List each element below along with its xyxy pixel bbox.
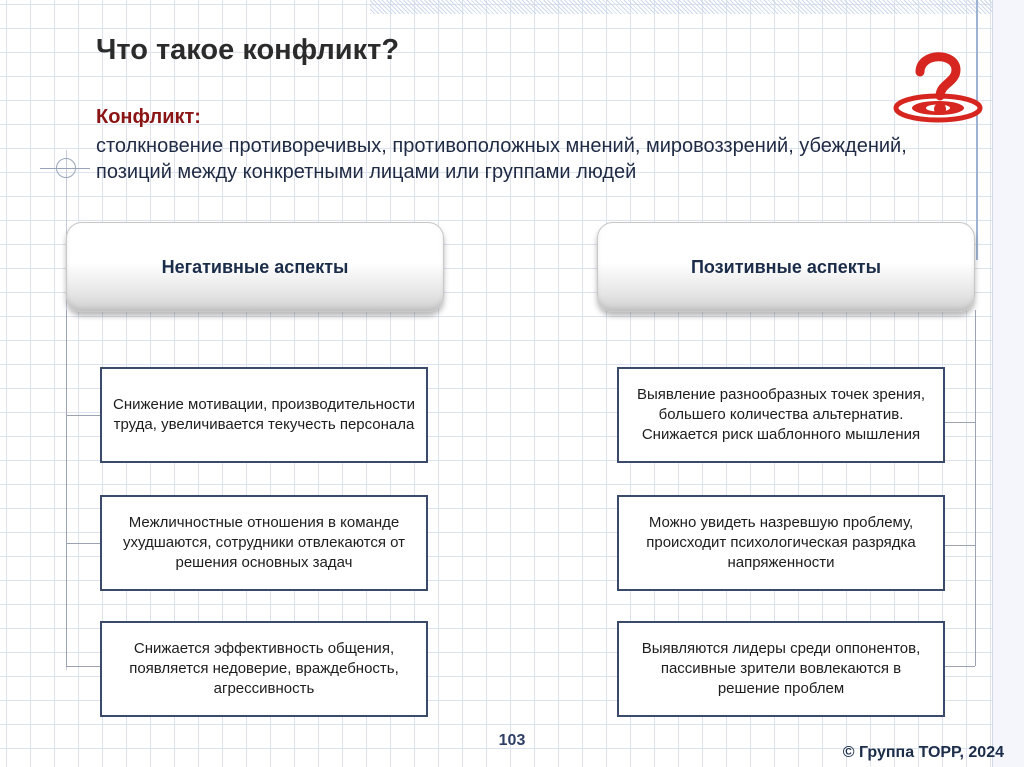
top-decor-hatch (370, 0, 1024, 14)
definition-text: столкновение противоречивых, противоположных мнений, мировоззрений, убеждений, позиций между конкретными лицами или группами людей (96, 135, 907, 183)
right-decor-strip (992, 0, 1024, 767)
positive-aspect-box: Выявляются лидеры среди оппонентов, пассивные зрители вовлекаются в решение проблем (617, 621, 945, 717)
margin-crosshair-circle (56, 158, 76, 178)
positive-connector-branch (945, 422, 975, 423)
positive-connector-branch (945, 666, 975, 667)
positive-connector-line (975, 310, 976, 666)
definition-term: Конфликт: (96, 106, 201, 128)
negative-aspect-box: Снижение мотивации, производительности труда, увеличивается текучесть персонала (100, 367, 428, 463)
positive-connector-branch (945, 545, 975, 546)
negative-aspect-box: Снижается эффективность общения, появляется недоверие, враждебность, агрессивность (100, 621, 428, 717)
negative-connector-branch (66, 666, 100, 667)
question-target-icon (890, 46, 990, 130)
positive-aspects-header: Позитивные аспекты (597, 222, 975, 312)
negative-connector-branch (66, 415, 100, 416)
page-title: Что такое конфликт? (96, 34, 400, 66)
right-decor-line (976, 0, 978, 260)
positive-aspect-box: Можно увидеть назревшую проблему, происходит психологическая разрядка напряженности (617, 495, 945, 591)
negative-connector-branch (66, 543, 100, 544)
copyright-text: © Группа ТОРР, 2024 (842, 744, 1004, 761)
negative-aspects-header: Негативные аспекты (66, 222, 444, 312)
positive-aspect-box: Выявление разнообразных точек зрения, большего количества альтернатив. Снижается риск шаблонного мышления (617, 367, 945, 463)
page-number: 103 (498, 732, 526, 749)
negative-aspect-box: Межличностные отношения в команде ухудшаются, сотрудники отвлекаются от решения основных задач (100, 495, 428, 591)
negative-connector-line (66, 310, 67, 666)
